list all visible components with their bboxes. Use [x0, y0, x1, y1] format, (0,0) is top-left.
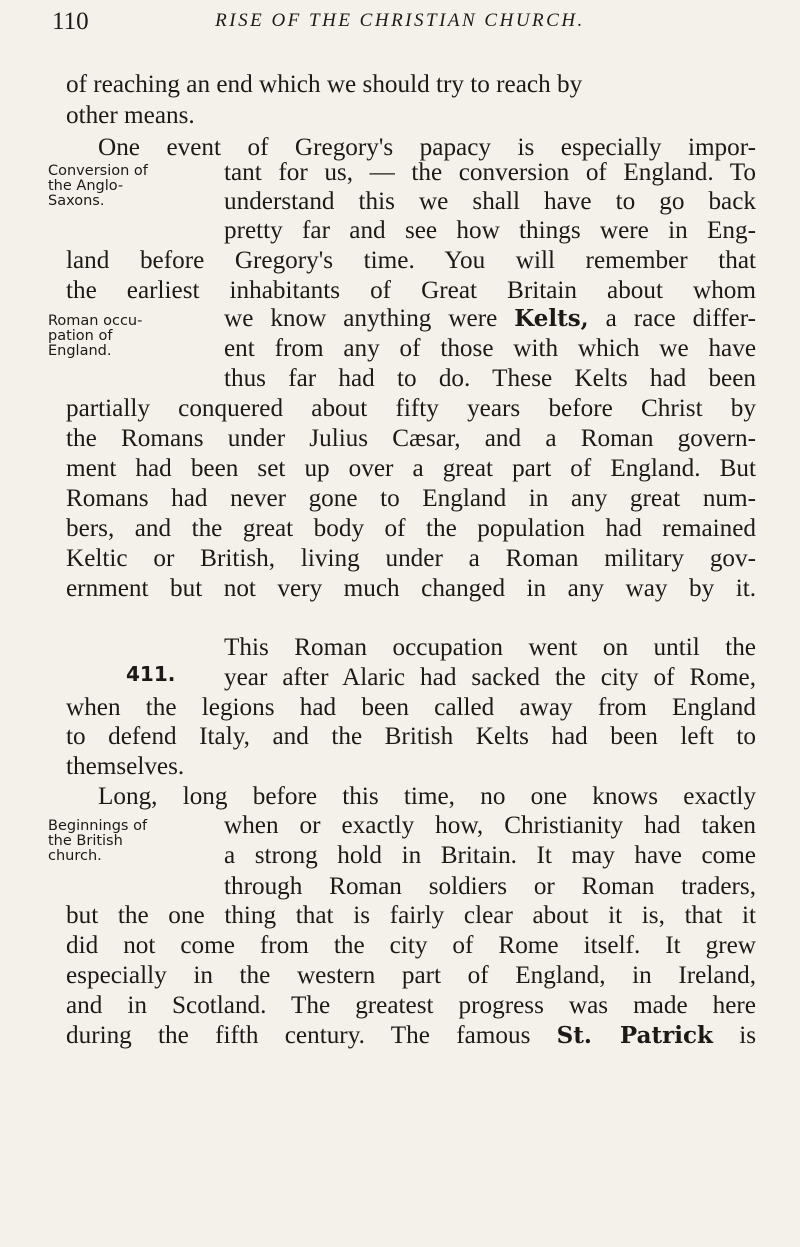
margin-note-line: the British	[48, 833, 123, 849]
text-line: when the legions had been called away from England	[66, 694, 756, 721]
text-line: to defend Italy, and the British Kelts had been left to	[66, 723, 756, 750]
text-line: themselves.	[66, 753, 185, 780]
margin-note-line: Beginnings of	[48, 818, 148, 834]
text-line: of reaching an end which we should try to reach by	[66, 71, 583, 98]
text-fragment: we know anything were	[224, 305, 498, 332]
running-title: RISE OF THE CHRISTIAN CHURCH.	[215, 10, 585, 31]
text-line: and in Scotland. The greatest progress was made here	[66, 992, 756, 1019]
text-line: tant for us, — the conversion of England. To	[224, 159, 756, 186]
text-line: when or exactly how, Christianity had taken	[224, 812, 756, 839]
text-line: the earliest inhabitants of Great Britain about whom	[66, 277, 756, 304]
text-line: ment had been set up over a great part of England. But	[66, 455, 756, 482]
text-line: Long, long before this time, no one knows exactly	[98, 783, 756, 810]
text-line: Romans had never gone to England in any great num-	[66, 485, 756, 512]
margin-note-line: church.	[48, 848, 102, 864]
text-line: This Roman occupation went on until the	[224, 634, 756, 661]
margin-note-line: Roman occu-	[48, 313, 143, 329]
margin-year: 411.	[126, 662, 176, 686]
page-number: 110	[52, 8, 89, 35]
text-line: the Romans under Julius Cæsar, and a Roman govern-	[66, 425, 756, 452]
text-line: did not come from the city of Rome itself. It grew	[66, 932, 756, 959]
text-fragment: is	[739, 1022, 757, 1049]
margin-note-roman-occupation	[48, 314, 208, 359]
bold-term-st-patrick: St. Patrick	[556, 1022, 713, 1049]
text-line: a strong hold in Britain. It may have come	[224, 842, 756, 869]
bold-term-kelts: Kelts,	[514, 305, 589, 332]
text-fragment: a race differ-	[605, 305, 756, 332]
text-line: other means.	[66, 102, 195, 129]
text-line	[224, 304, 756, 334]
text-line: especially in the western part of England, in Ireland,	[66, 962, 756, 989]
text-line: bers, and the great body of the population had remained	[66, 515, 756, 542]
text-line: One event of Gregory's papacy is especially impor-	[98, 134, 756, 161]
text-line: pretty far and see how things were in Eng-	[224, 217, 756, 244]
text-line: partially conquered about fifty years before Christ by	[66, 395, 756, 422]
running-head	[52, 6, 748, 46]
margin-note-line: Conversion of	[48, 163, 148, 179]
margin-note-british-church	[48, 819, 208, 864]
margin-note-line: pation of	[48, 328, 113, 344]
text-line: but the one thing that is fairly clear about it is, that it	[66, 902, 756, 929]
text-line: land before Gregory's time. You will remember that	[66, 247, 756, 274]
margin-note-line: England.	[48, 343, 112, 359]
text-line: ernment but not very much changed in any way by it.	[66, 575, 756, 602]
margin-note-line: the Anglo-	[48, 178, 124, 194]
text-line: Keltic or British, living under a Roman military gov-	[66, 545, 756, 572]
text-line: understand this we shall have to go back	[224, 188, 756, 215]
margin-note-line: Saxons.	[48, 193, 105, 209]
text-line: ent from any of those with which we have	[224, 335, 756, 362]
margin-note-conversion	[48, 164, 208, 209]
text-line: thus far had to do. These Kelts had been	[224, 365, 756, 392]
text-fragment: during the fifth century. The famous	[66, 1022, 531, 1049]
text-line	[66, 1021, 756, 1051]
text-line: year after Alaric had sacked the city of Rome,	[224, 664, 756, 691]
text-line: through Roman soldiers or Roman traders,	[224, 873, 756, 900]
